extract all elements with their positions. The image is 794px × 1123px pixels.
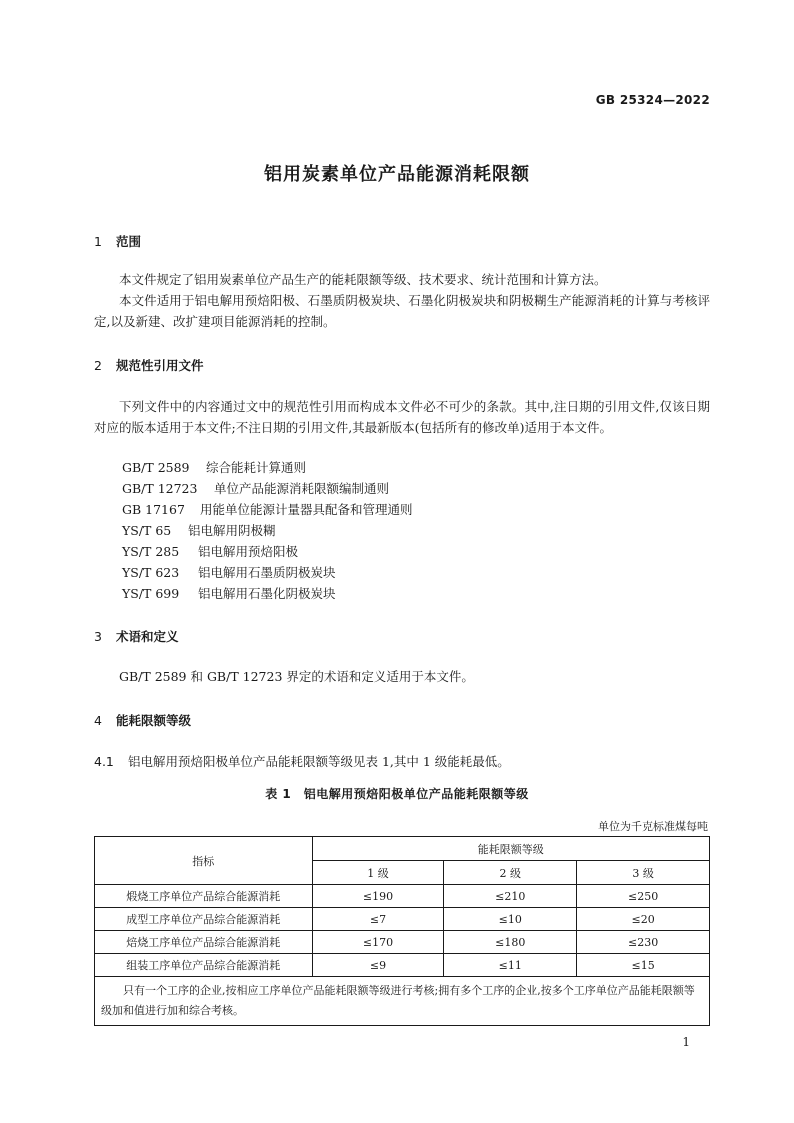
grade-1-value: ≤170 <box>312 931 444 954</box>
reference-item <box>122 563 336 583</box>
section-number: 3 <box>94 629 102 644</box>
table-header-row <box>95 837 710 861</box>
grade-2-value: ≤180 <box>444 931 577 954</box>
table-row <box>95 931 710 954</box>
reference-code: YS/T 623 <box>122 565 180 580</box>
grade-3-value: ≤15 <box>577 954 710 977</box>
section-number: 2 <box>94 358 102 373</box>
table-row <box>95 954 710 977</box>
reference-code: GB/T 2589 <box>122 460 190 475</box>
section-number: 1 <box>94 234 102 249</box>
table-note: 只有一个工序的企业,按相应工序单位产品能耗限额等级进行考核;拥有多个工序的企业,按多个工序单位产品能耗限额等级加和值进行加和综合考核。 <box>95 977 710 1026</box>
grade-2-value: ≤210 <box>444 885 577 908</box>
row-label: 成型工序单位产品综合能源消耗 <box>95 908 313 931</box>
header-grade-group: 能耗限额等级 <box>312 837 709 861</box>
reference-item <box>122 500 413 520</box>
row-label: 焙烧工序单位产品综合能源消耗 <box>95 931 313 954</box>
reference-item <box>122 542 298 562</box>
section-1-heading <box>94 232 141 250</box>
document-title: 铝用炭素单位产品能源消耗限额 <box>264 164 530 185</box>
reference-code: YS/T 65 <box>122 523 172 538</box>
paragraph: 本文件适用于铝电解用预焙阳极、石墨质阴极炭块、石墨化阴极炭块和阴极糊生产能源消耗的计算与考核评定,以及新建、改扩建项目能源消耗的控制。 <box>94 293 710 329</box>
section-title: 范围 <box>116 234 142 249</box>
reference-code: GB/T 12723 <box>122 481 198 496</box>
reference-title: 综合能耗计算通则 <box>206 460 307 475</box>
grade-3-value: ≤20 <box>577 908 710 931</box>
energy-limit-table <box>94 836 710 1026</box>
reference-code: YS/T 285 <box>122 544 180 559</box>
grade-1-value: ≤190 <box>312 885 444 908</box>
grade-2-value: ≤11 <box>444 954 577 977</box>
header-grade-2: 2 级 <box>444 861 577 885</box>
table-note-row <box>95 977 710 1026</box>
section-2-heading <box>94 356 204 374</box>
paragraph: GB/T 2589 和 GB/T 12723 界定的术语和定义适用于本文件。 <box>119 669 474 684</box>
header-grade-3: 3 级 <box>577 861 710 885</box>
reference-code: YS/T 699 <box>122 586 180 601</box>
standard-number: GB 25324—2022 <box>595 93 710 107</box>
clause-number: 4.1 <box>94 754 114 769</box>
section-title: 术语和定义 <box>116 629 179 644</box>
header-indicator: 指标 <box>95 837 313 885</box>
grade-1-value: ≤7 <box>312 908 444 931</box>
grade-3-value: ≤230 <box>577 931 710 954</box>
reference-title: 单位产品能源消耗限额编制通则 <box>214 481 390 496</box>
reference-title: 铝电解用石墨化阴极炭块 <box>198 586 336 601</box>
table-title: 表 1 铝电解用预焙阳极单位产品能耗限额等级 <box>265 787 529 801</box>
reference-title: 铝电解用阴极糊 <box>188 523 276 538</box>
section-number: 4 <box>94 713 102 728</box>
section-title: 能耗限额等级 <box>116 713 192 728</box>
row-label: 组装工序单位产品综合能源消耗 <box>95 954 313 977</box>
row-label: 煅烧工序单位产品综合能源消耗 <box>95 885 313 908</box>
reference-title: 用能单位能源计量器具配备和管理通则 <box>200 502 413 517</box>
header-grade-1: 1 级 <box>312 861 444 885</box>
grade-1-value: ≤9 <box>312 954 444 977</box>
reference-title: 铝电解用石墨质阴极炭块 <box>198 565 336 580</box>
page-number: 1 <box>682 1035 690 1049</box>
reference-code: GB 17167 <box>122 502 185 517</box>
section-4-heading <box>94 711 191 729</box>
paragraph: 下列文件中的内容通过文中的规范性引用而构成本文件必不可少的条款。其中,注日期的引用文件,仅该日期对应的版本适用于本文件;不注日期的引用文件,其最新版本(包括所有的修改单)适用于本文件。 <box>94 399 710 435</box>
paragraph: 本文件规定了铝用炭素单位产品生产的能耗限额等级、技术要求、统计范围和计算方法。 <box>119 272 607 287</box>
reference-item <box>122 458 306 478</box>
grade-2-value: ≤10 <box>444 908 577 931</box>
reference-title: 铝电解用预焙阳极 <box>198 544 299 559</box>
table-row <box>95 908 710 931</box>
table-unit-note: 单位为千克标准煤每吨 <box>598 820 708 833</box>
reference-item <box>122 521 276 541</box>
table-row <box>95 885 710 908</box>
clause-text: 铝电解用预焙阳极单位产品能耗限额等级见表 1,其中 1 级能耗最低。 <box>128 754 510 769</box>
section-3-heading <box>94 627 179 645</box>
reference-item <box>122 479 389 499</box>
section-title: 规范性引用文件 <box>116 358 204 373</box>
clause-4-1 <box>94 752 510 770</box>
reference-item <box>122 584 336 604</box>
grade-3-value: ≤250 <box>577 885 710 908</box>
